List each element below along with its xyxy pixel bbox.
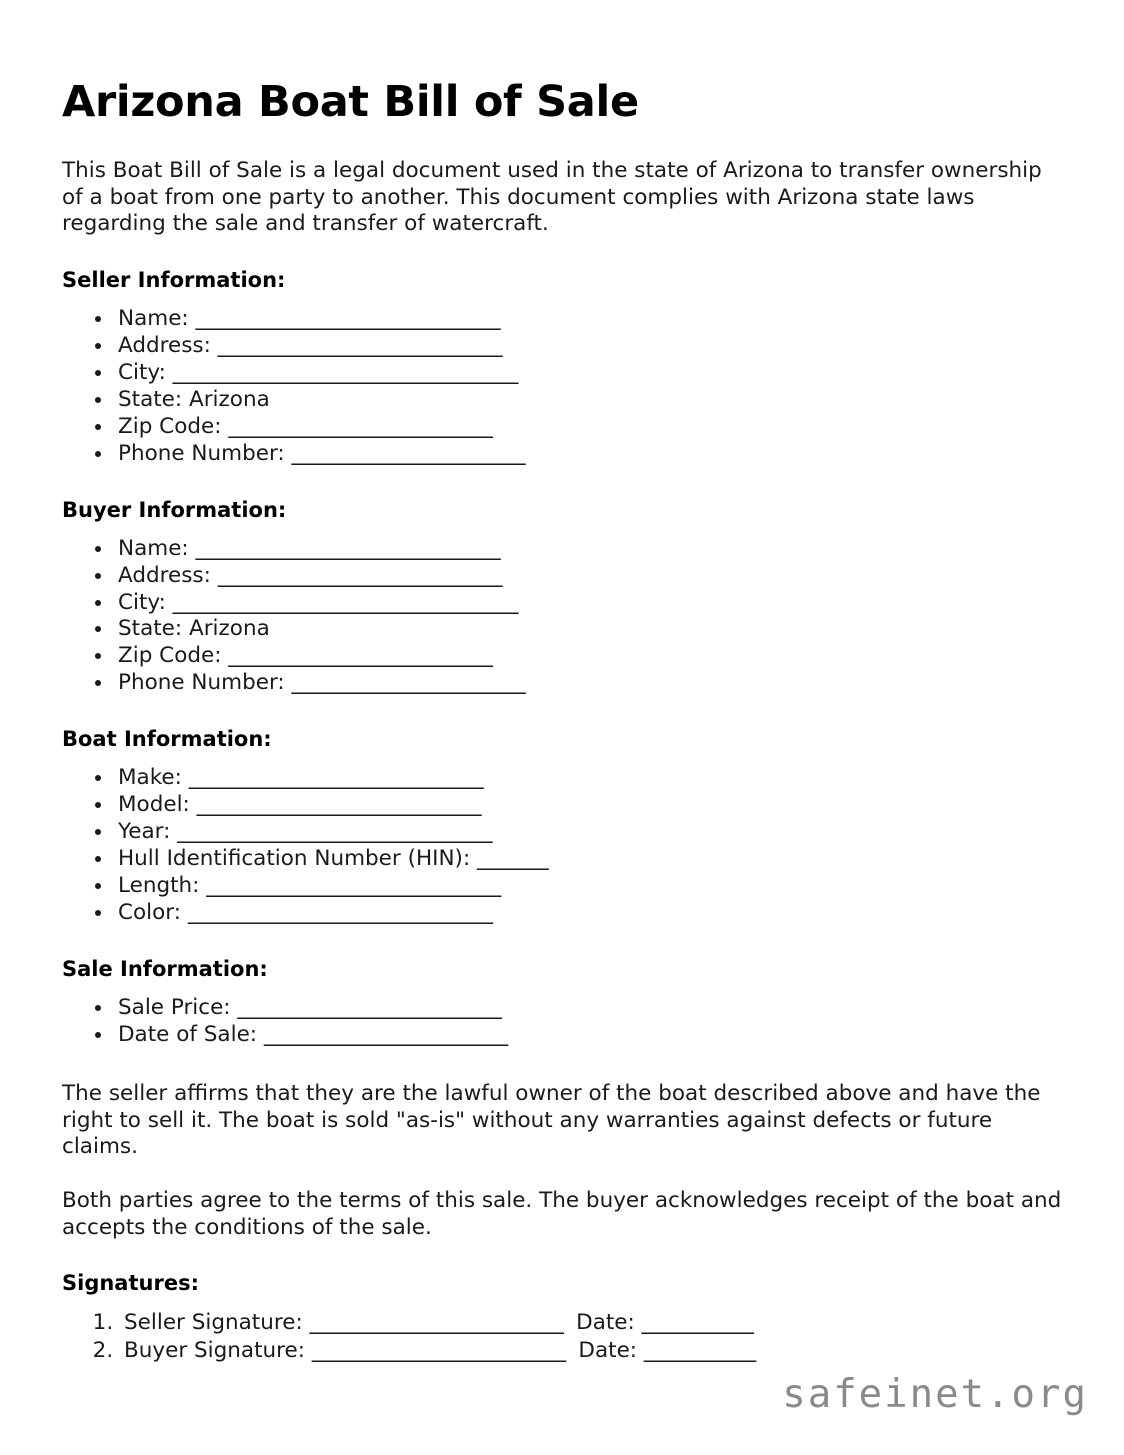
date-label: Date: xyxy=(578,1337,638,1363)
signature-blank[interactable]: _________________________ xyxy=(311,1337,566,1363)
field-blank[interactable]: _______________________ xyxy=(291,670,525,696)
field-label: Length: xyxy=(118,873,200,899)
section-heading-sale: Sale Information: xyxy=(62,957,268,982)
field-seller-address xyxy=(114,333,1062,360)
field-buyer-name xyxy=(114,536,1062,563)
signature-list xyxy=(62,1309,1062,1364)
field-buyer-zip xyxy=(114,643,1062,670)
field-blank[interactable]: _______________________________ xyxy=(177,819,492,845)
affirmation-paragraph: The seller affirms that they are the lawful owner of the boat described above and have the right to sell it. The boat is sold "as-is" without any warranties against defects or future claims. xyxy=(62,1081,1041,1159)
field-boat-make xyxy=(114,765,1062,792)
field-blank[interactable]: ________________________ xyxy=(263,1022,508,1048)
field-label: Year: xyxy=(118,819,171,845)
seller-field-list xyxy=(62,306,1062,468)
field-blank[interactable]: _____________________________ xyxy=(206,873,501,899)
field-blank[interactable]: __________________________________ xyxy=(172,589,518,615)
section-heading-seller: Seller Information: xyxy=(62,267,286,292)
field-label: Name: xyxy=(118,535,189,561)
field-value: Arizona xyxy=(189,386,270,412)
field-label: Address: xyxy=(118,332,211,358)
field-label: Make: xyxy=(118,765,182,791)
buyer-field-list xyxy=(62,536,1062,698)
field-blank[interactable]: ______________________________ xyxy=(195,305,501,331)
field-label: Hull Identification Number (HIN): xyxy=(118,846,471,872)
field-boat-length xyxy=(114,873,1062,900)
field-buyer-city xyxy=(114,590,1062,617)
field-label: Sale Price: xyxy=(118,995,231,1021)
page-title: Arizona Boat Bill of Sale xyxy=(62,77,639,127)
field-blank[interactable]: __________________________ xyxy=(228,413,493,439)
field-label: Color: xyxy=(118,900,181,926)
signature-row-seller xyxy=(120,1309,1062,1337)
field-boat-year xyxy=(114,819,1062,846)
date-blank[interactable]: ___________ xyxy=(643,1337,756,1363)
field-blank[interactable]: _______ xyxy=(477,846,549,872)
field-label: Phone Number: xyxy=(118,670,285,696)
field-label: City: xyxy=(118,359,166,385)
watermark: safeinet.org xyxy=(782,1372,1088,1417)
date-label: Date: xyxy=(576,1310,635,1336)
boat-field-list xyxy=(62,765,1062,927)
field-label: State: xyxy=(118,386,183,412)
field-label: Model: xyxy=(118,792,190,818)
field-label: Phone Number: xyxy=(118,440,285,466)
field-blank[interactable]: ____________________________ xyxy=(196,792,481,818)
agreement-paragraph: Both parties agree to the terms of this sale. The buyer acknowledges receipt of the boat and accepts the conditions of the sale. xyxy=(62,1188,1062,1240)
field-blank[interactable]: __________________________ xyxy=(237,995,502,1021)
field-blank[interactable]: ______________________________ xyxy=(187,900,493,926)
field-seller-name xyxy=(114,306,1062,333)
field-blank[interactable]: __________________________________ xyxy=(172,359,518,385)
signature-label: Seller Signature: xyxy=(124,1310,303,1336)
field-label: City: xyxy=(118,589,166,615)
field-label: Zip Code: xyxy=(118,413,222,439)
field-boat-hin xyxy=(114,846,1062,873)
field-seller-phone xyxy=(114,441,1062,468)
field-buyer-state xyxy=(114,616,1062,643)
field-buyer-phone xyxy=(114,670,1062,697)
field-blank[interactable]: ______________________________ xyxy=(195,535,501,561)
field-sale-price xyxy=(114,995,1062,1022)
field-label: Address: xyxy=(118,562,211,588)
field-boat-color xyxy=(114,900,1062,927)
field-label: State: xyxy=(118,616,183,642)
date-blank[interactable]: ___________ xyxy=(641,1310,754,1336)
section-heading-boat: Boat Information: xyxy=(62,727,272,752)
intro-paragraph: This Boat Bill of Sale is a legal document used in the state of Arizona to transfer ownership of a boat from one party to another. This document complies with Arizona state laws regarding the sale and transfer of watercraft. xyxy=(62,158,1042,237)
field-seller-state xyxy=(114,387,1062,414)
field-blank[interactable]: _______________________ xyxy=(291,440,525,466)
field-seller-zip xyxy=(114,414,1062,441)
field-blank[interactable]: _____________________________ xyxy=(188,765,484,791)
field-label: Name: xyxy=(118,305,189,331)
signature-label: Buyer Signature: xyxy=(124,1337,305,1363)
field-blank[interactable]: ____________________________ xyxy=(217,332,502,358)
field-value: Arizona xyxy=(189,616,270,642)
field-seller-city xyxy=(114,360,1062,387)
field-sale-date xyxy=(114,1022,1062,1049)
signature-blank[interactable]: _________________________ xyxy=(309,1310,564,1336)
section-heading-buyer: Buyer Information: xyxy=(62,497,287,522)
field-blank[interactable]: __________________________ xyxy=(228,643,493,669)
signature-row-buyer xyxy=(120,1337,1062,1365)
section-heading-signatures: Signatures: xyxy=(62,1271,199,1296)
field-label: Date of Sale: xyxy=(118,1022,258,1048)
field-boat-model xyxy=(114,792,1062,819)
field-buyer-address xyxy=(114,563,1062,590)
sale-field-list xyxy=(62,995,1062,1049)
field-blank[interactable]: ____________________________ xyxy=(217,562,502,588)
field-label: Zip Code: xyxy=(118,643,222,669)
